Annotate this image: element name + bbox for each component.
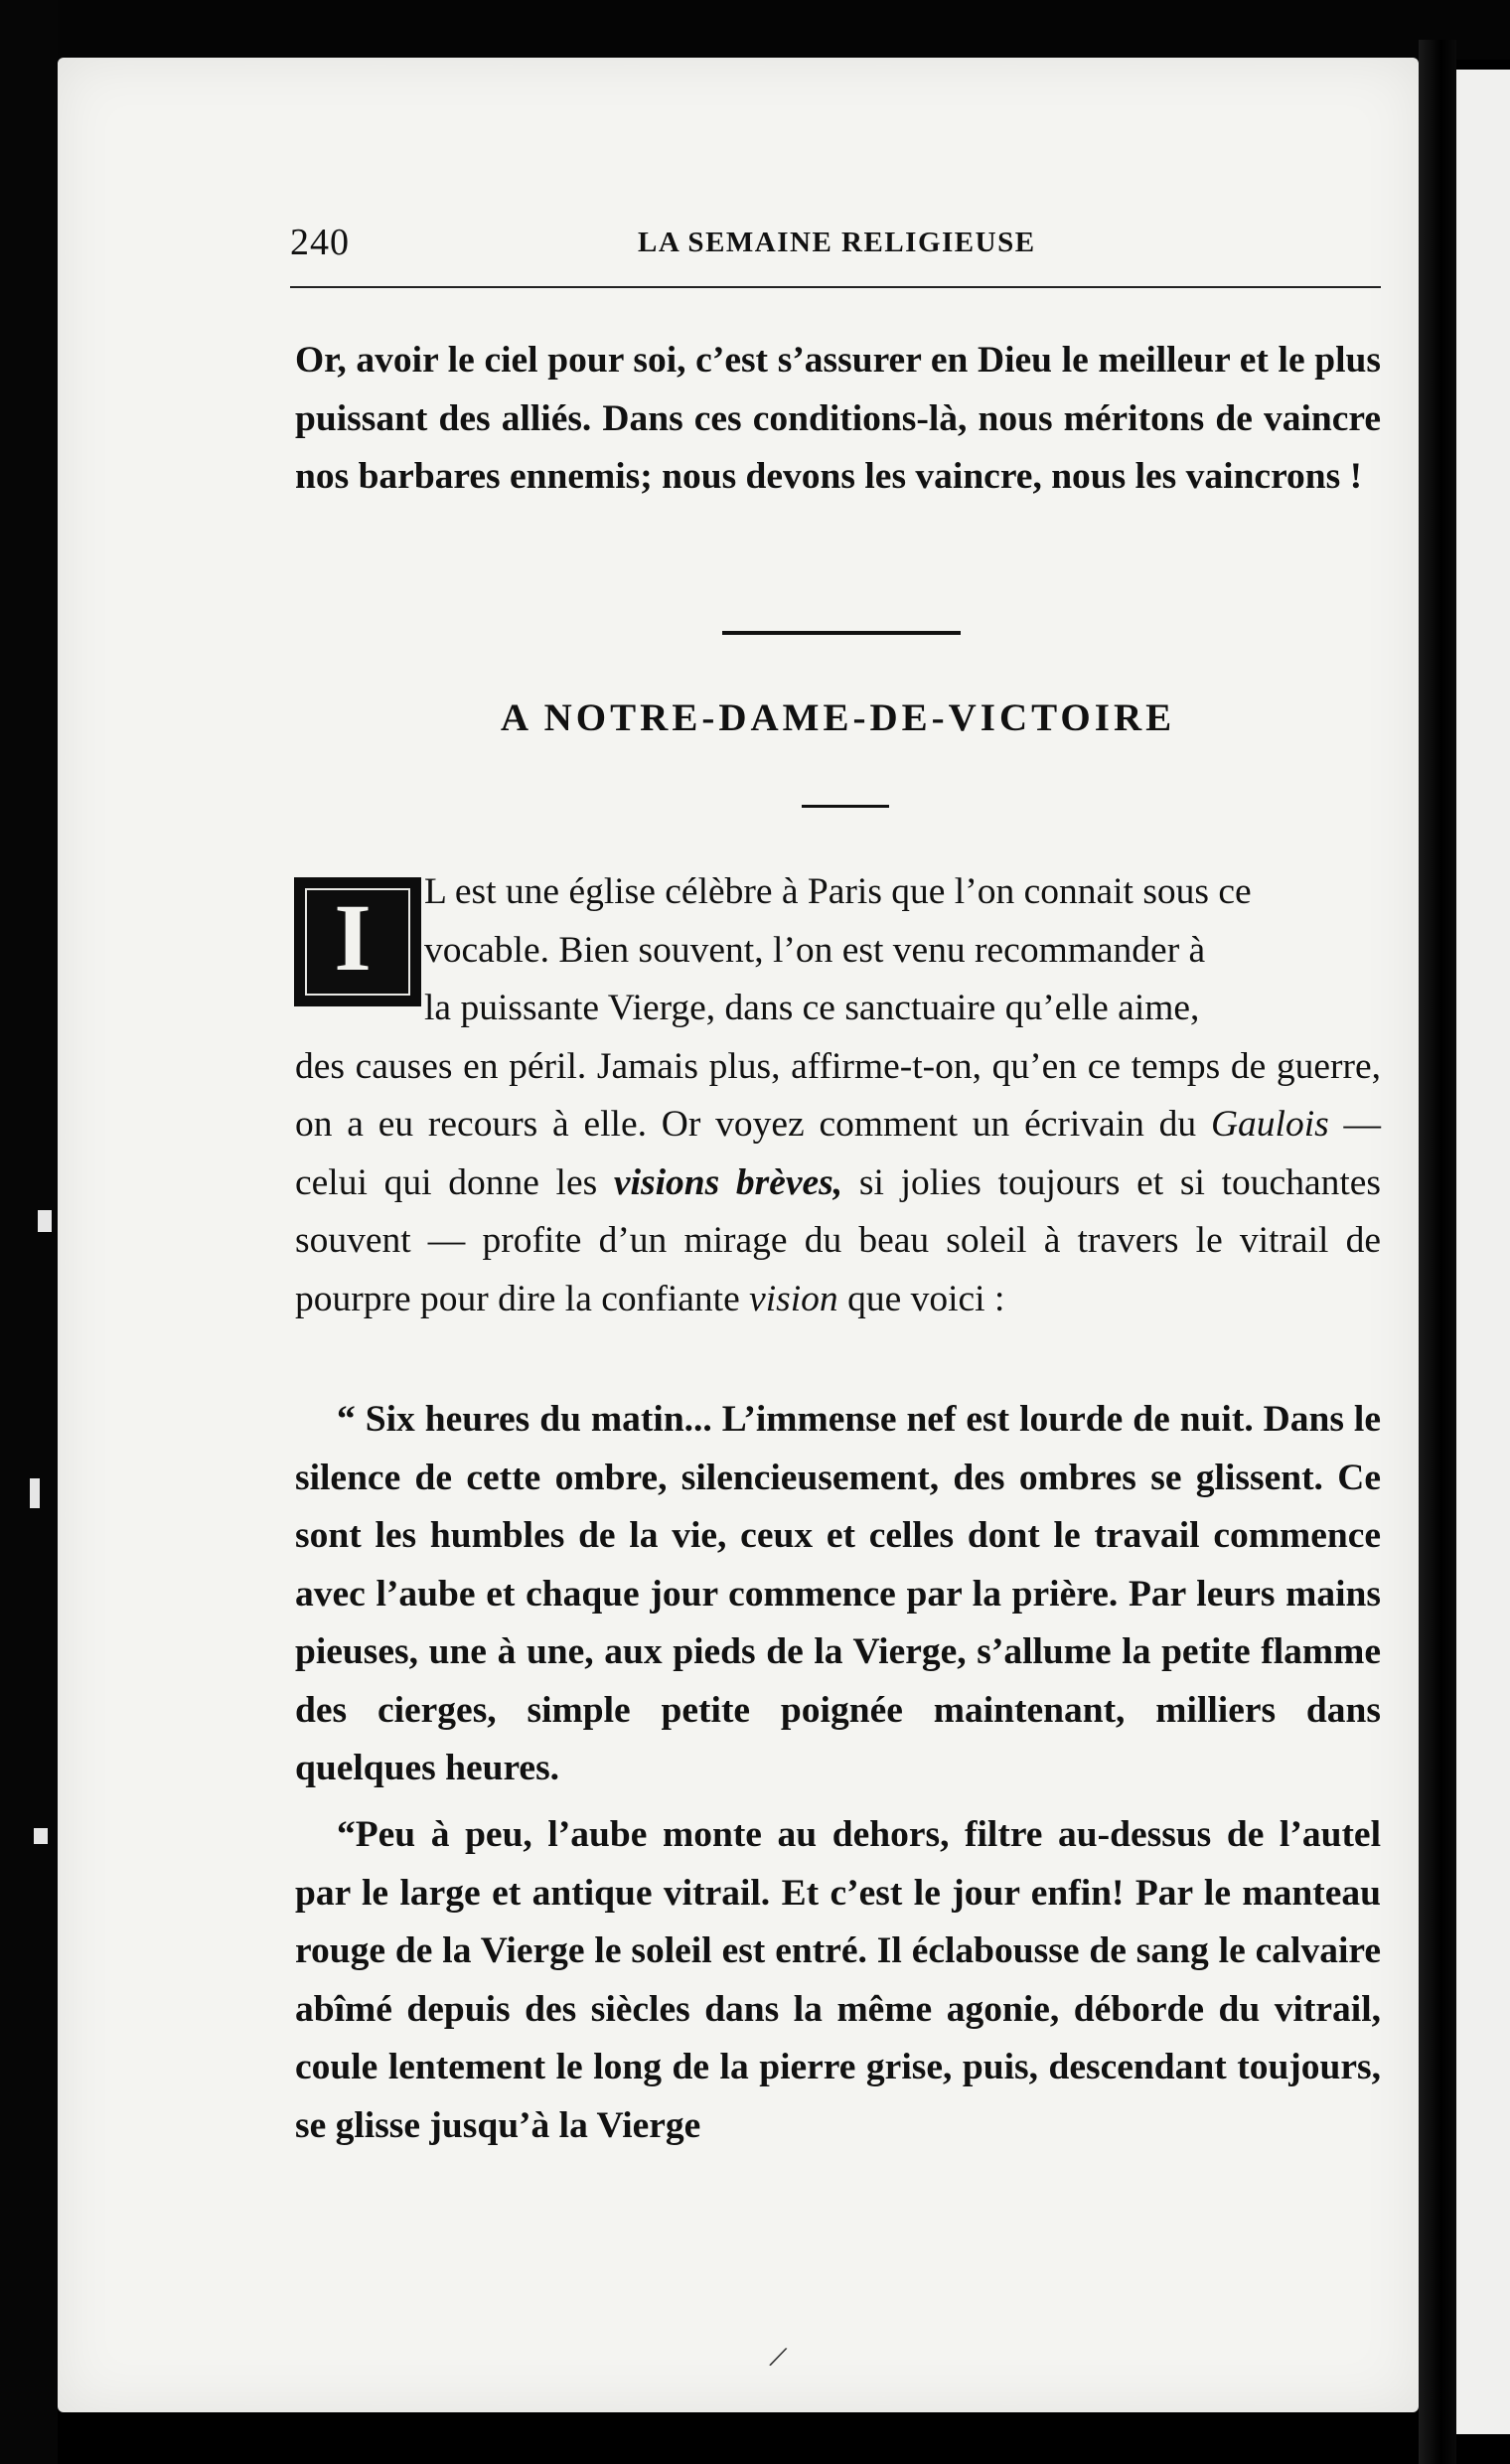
italic-text: vision <box>749 1278 838 1319</box>
quote-paragraph-2: “Peu à peu, l’aube monte au dehors, filtre au-dessus de l’autel par le large et antique vitrail. Et c’est le jour enfin! Par le manteau rouge de la Vierge le soleil est entré. Il éclabousse de sang le calvaire abîmé depuis des siècles dans la même agonie, déborde du vitrail, coule lentement le long de la pierre grise, puis, descendant toujours, se glisse jusqu’à la Vierge <box>295 1814 1381 2146</box>
section-divider-top <box>722 631 961 635</box>
running-head <box>290 221 1383 270</box>
paragraph-text: que voici : <box>837 1278 1005 1319</box>
running-head-title: LA SEMAINE RELIGIEUSE <box>638 227 1036 258</box>
paragraph-line: vocable. Bien souvent, l’on est venu recommander à <box>424 929 1206 971</box>
page-number: 240 <box>290 222 350 263</box>
paragraph-text: si jolies toujours et si touchantes souvent — profite d’un mirage du beau soleil à travers le vitrail de pourpre pour dire la confiante <box>295 1161 1381 1319</box>
scan-speck <box>30 1478 40 1508</box>
first-paragraph <box>295 863 1381 1328</box>
ink-mark: / <box>766 2338 791 2377</box>
paragraph-text: des causes en péril. Jamais plus, affirme-t-on, qu’en ce temps de guerre, on a eu recours à elle. Or voyez comment un écrivain du <box>295 1045 1381 1145</box>
paragraph-line: L est une église célèbre à Paris que l’on connait sous ce <box>424 871 1252 912</box>
paragraph-line: la puissante Vierge, dans ce sanctuaire qu’elle aime, <box>424 988 1200 1028</box>
scan-speck <box>38 1210 52 1232</box>
paragraph-text: — celui qui donne les <box>295 1104 1382 1203</box>
section-divider-bottom <box>802 805 889 808</box>
italic-text: Gaulois <box>1210 1104 1329 1145</box>
scan-speck <box>34 1828 48 1844</box>
scan-left-border <box>0 0 58 2464</box>
facing-page-edge <box>1456 70 1510 2434</box>
italic-text: visions brèves, <box>613 1161 843 1203</box>
header-rule <box>290 286 1381 288</box>
book-gutter <box>1419 40 1456 2464</box>
section-title: A NOTRE-DAME-DE-VICTOIRE <box>500 696 1176 739</box>
drop-cap-letter: I <box>334 884 372 991</box>
intro-paragraph: Or, avoir le ciel pour soi, c’est s’assurer en Dieu le meilleur et le plus puissant des alliés. Dans ces conditions-là, nous méritons de vaincre nos barbares ennemis; nous devons les vaincre, nous les vaincrons ! <box>295 340 1381 497</box>
quote-paragraph-1: “ Six heures du matin... L’immense nef est lourde de nuit. Dans le silence de cette ombre, silencieusement, des ombres se glissent. Ce sont les humbles de la vie, ceux et celles dont le travail commence avec l’aube et chaque jour commence par la prière. Par leurs mains pieuses, une à une, aux pieds de la Vierge, s’allume la petite flamme des cierges, simple petite poignée maintenant, milliers dans quelques heures. <box>295 1399 1381 1788</box>
scan-top-border <box>0 0 1510 60</box>
